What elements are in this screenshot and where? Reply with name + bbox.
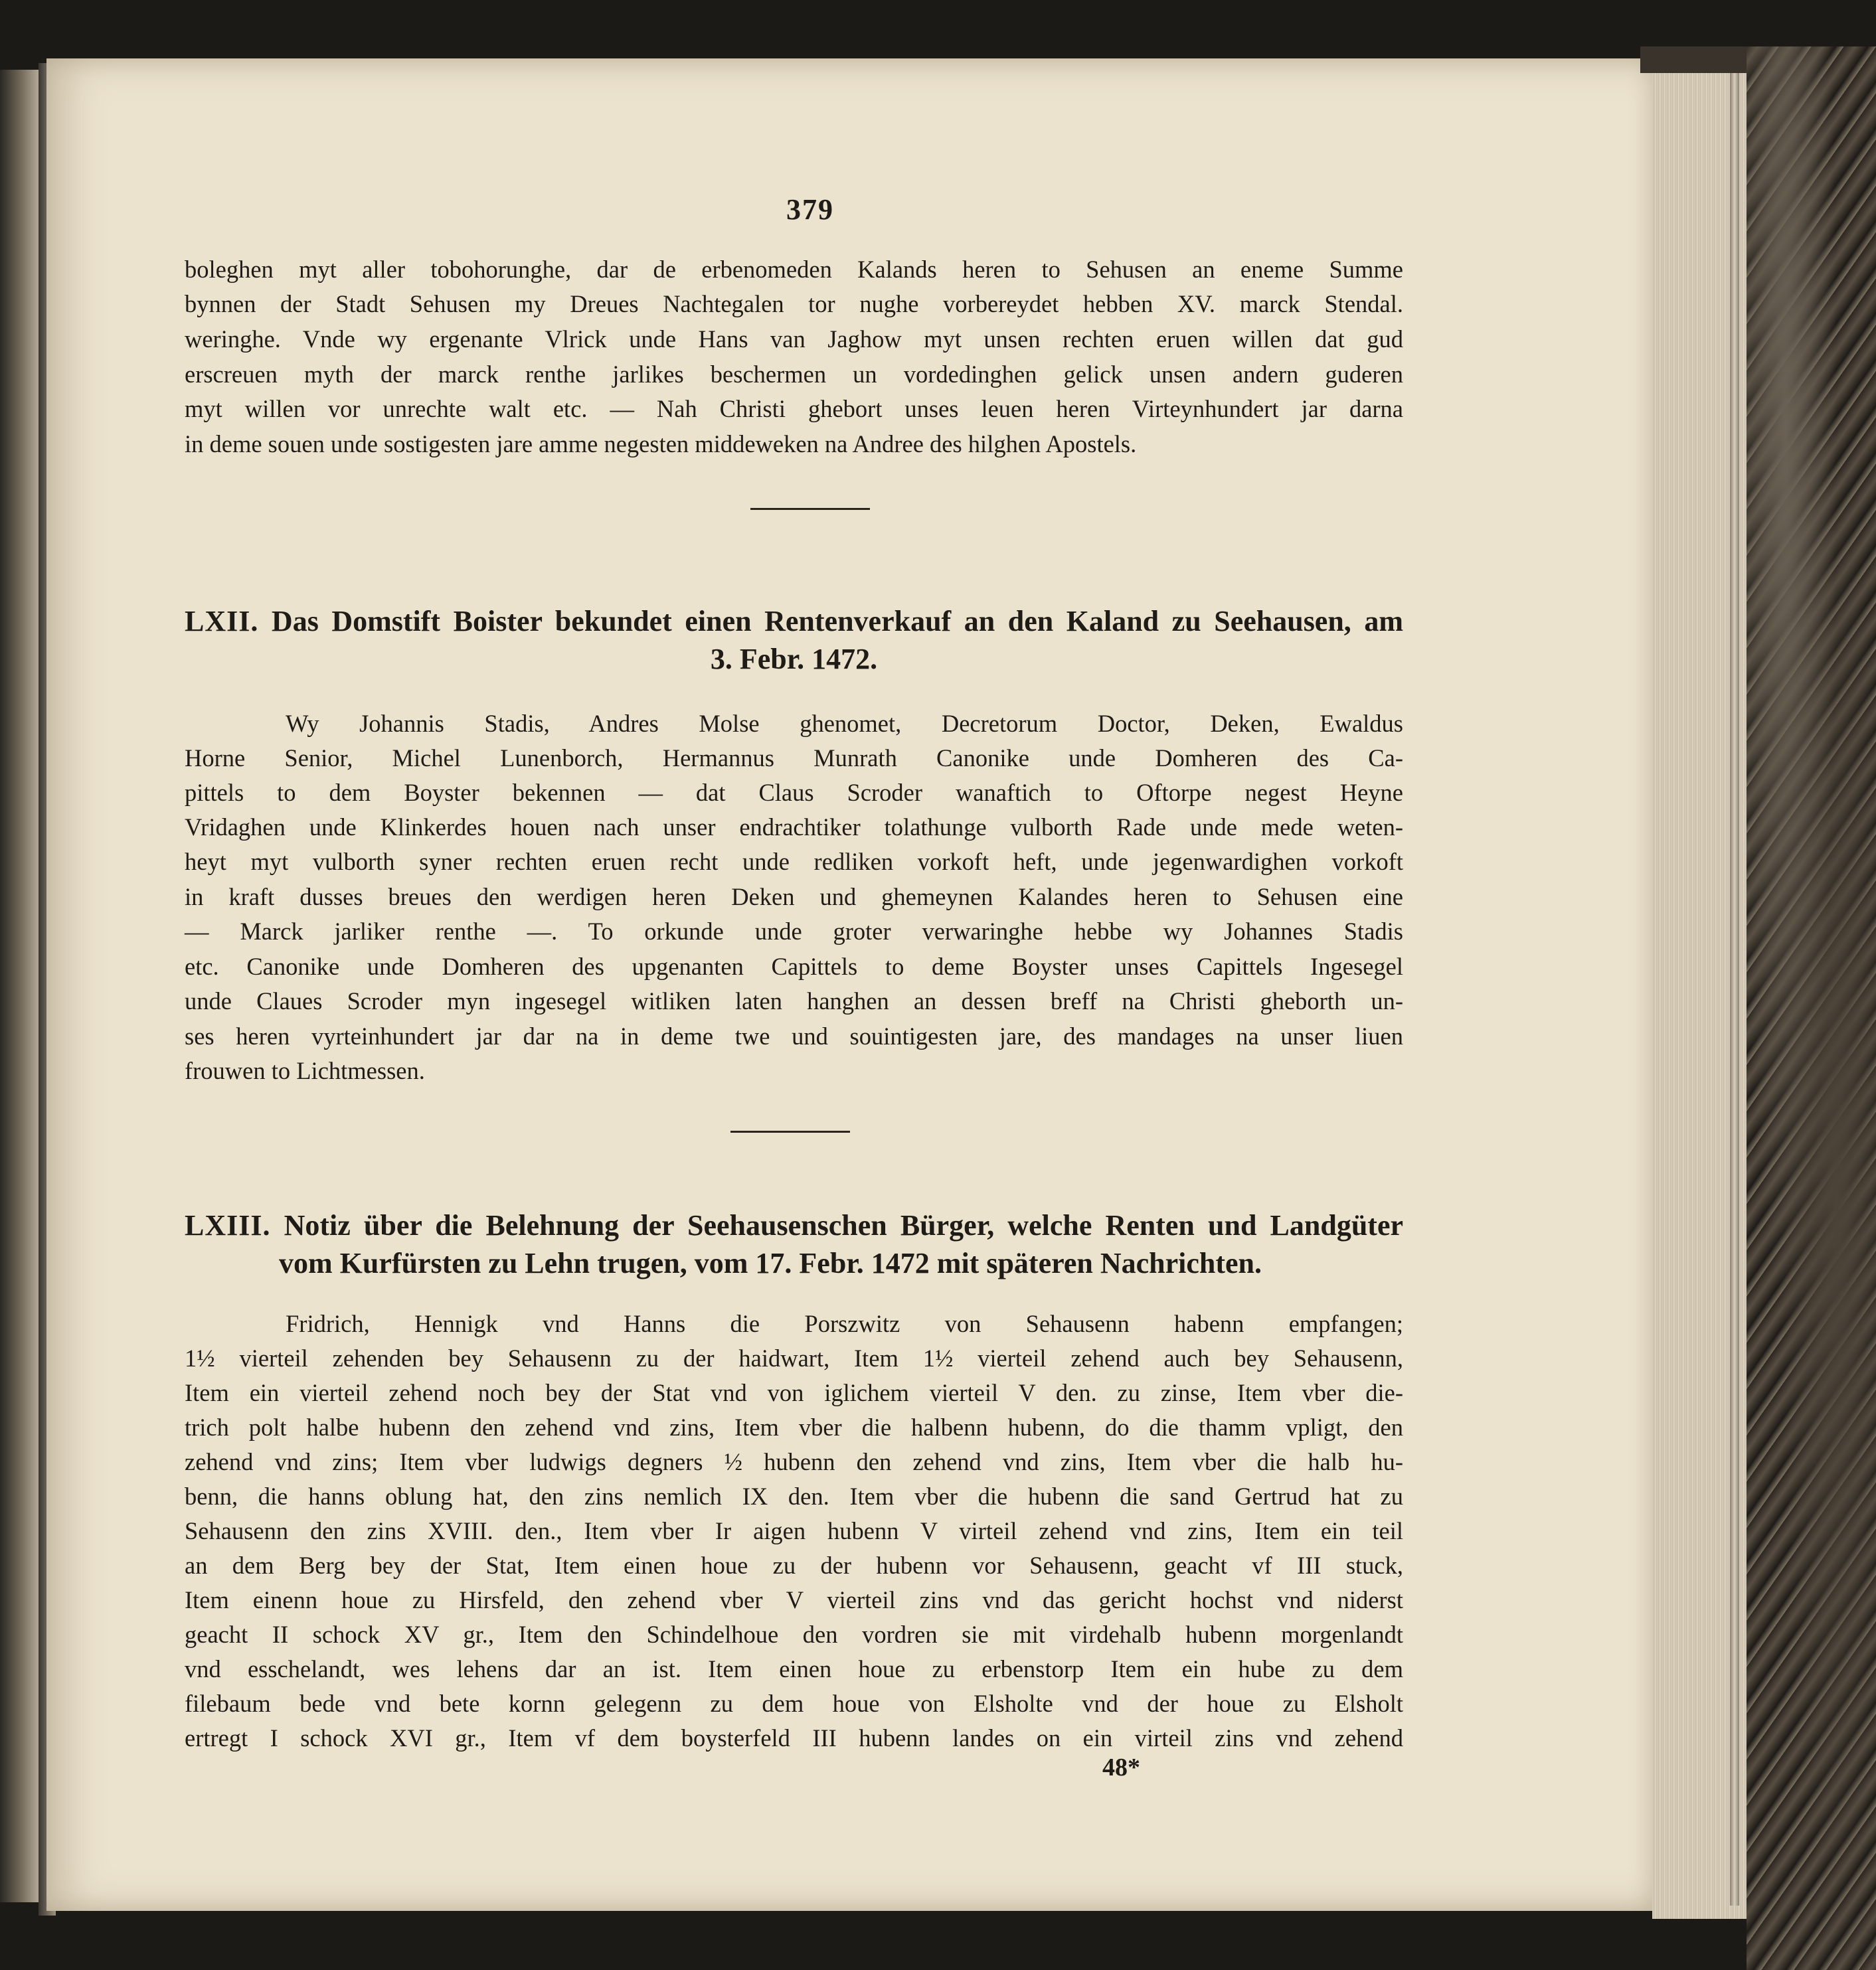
text-line: erscreuen myth der marck renthe jarlikes beschermen un vordedinghen gelick unsen andern guderen — [185, 361, 1403, 388]
text-line: ertregt I schock XVI gr., Item vf dem boysterfeld III hubenn landes on ein virteil zins vnd zehend — [185, 1724, 1403, 1752]
text-line: trich polt halbe hubenn den zehend vnd zins, Item vber die halbenn hubenn, do die thamm vpligt, den — [185, 1414, 1403, 1441]
signature-mark: 48* — [1102, 1754, 1140, 1781]
section-title: Notiz über die Belehnung der Seehausenschen Bürger, welche Renten und Landgüter — [284, 1209, 1404, 1242]
text-line: heyt myt vulborth syner rechten eruen recht unde redliken vorkoft heft, unde jegenwardighen vorkoft — [185, 848, 1403, 875]
text-line: pittels to dem Boyster bekennen — dat Claus Scroder wanaftich to Oftorpe negest Heyne — [185, 779, 1403, 806]
text-line: Item ein vierteil zehend noch bey der Stat vnd von iglichem vierteil V den. zu zinse, Item vber die- — [185, 1379, 1403, 1406]
page-number: 379 — [786, 193, 834, 226]
text-line: boleghen myt aller tobohorunghe, dar de erbenomeden Kalands heren to Sehusen an eneme Summe — [185, 256, 1403, 283]
text-line: Vridaghen unde Klinkerdes houen nach unser endrachtiker tolathunge vulborth Rade unde mede weten- — [185, 813, 1403, 841]
section-divider — [750, 508, 870, 510]
text-line: Wy Johannis Stadis, Andres Molse ghenomet, Decretorum Doctor, Deken, Ewaldus — [286, 710, 1403, 737]
section-title: Das Domstift Boister bekundet einen Rentenverkauf an den Kaland zu Seehausen, am — [271, 605, 1403, 637]
section-heading-line2: 3. Febr. 1472. — [710, 643, 878, 675]
text-line: unde Claues Scroder myn ingesegel witliken laten hanghen an dessen breff na Christi gheborth un- — [185, 987, 1403, 1015]
section-heading-line2: vom Kurfürsten zu Lehn trugen, vom 17. Febr. 1472 mit späteren Nachrichten. — [279, 1247, 1262, 1279]
section-heading — [185, 1205, 1403, 1246]
text-line: myt willen vor unrechte walt etc. — Nah Christi ghebort unses leuen heren Virteynhundert jar darna — [185, 395, 1403, 422]
section-number: LXII. — [185, 605, 259, 637]
section-heading — [185, 601, 1403, 642]
text-line: weringhe. Vnde wy ergenante Vlrick unde Hans van Jaghow myt unsen rechten eruen willen dat gud — [185, 325, 1403, 353]
section-divider — [730, 1131, 850, 1133]
text-line: benn, die hanns oblung hat, den zins nemlich IX den. Item vber die hubenn die sand Gertrud hat zu — [185, 1483, 1403, 1510]
text-line: geacht II schock XV gr., Item den Schindelhoue den vordren sie mit virdehalb hubenn morgenlandt — [185, 1621, 1403, 1648]
text-line: vnd esschelandt, wes lehens dar an ist. Item einen houe zu erbenstorp Item ein hube zu dem — [185, 1655, 1403, 1683]
text-line: 1½ vierteil zehenden bey Sehausenn zu der haidwart, Item 1½ vierteil zehend auch bey Sehausenn, — [185, 1345, 1403, 1372]
text-line: Item einenn houe zu Hirsfeld, den zehend vber V vierteil zins vnd das gericht hochst vnd niderst — [185, 1586, 1403, 1613]
text-line: zehend vnd zins; Item vber ludwigs degners ½ hubenn den zehend vnd zins, Item vber die halb hu- — [185, 1448, 1403, 1475]
text-line: ses heren vyrteinhundert jar dar na in deme twe und souintigesten jare, des mandages na unser liuen — [185, 1023, 1403, 1050]
section-number: LXIII. — [185, 1209, 271, 1242]
text-line: filebaum bede vnd bete kornn gelegenn zu dem houe von Elsholte vnd der houe zu Elsholt — [185, 1690, 1403, 1717]
text-line: Horne Senior, Michel Lunenborch, Hermannus Munrath Canonike unde Domheren des Ca- — [185, 744, 1403, 772]
text-line: etc. Canonike unde Domheren des upgenanten Capittels to deme Boyster unses Capittels Ingesegel — [185, 953, 1403, 980]
text-line: in deme souen unde sostigesten jare amme negesten middeweken na Andree des hilghen Apostels. — [185, 430, 1137, 457]
text-line: an dem Berg bey der Stat, Item einen houe zu der hubenn vor Sehausenn, geacht vf III stuck, — [185, 1552, 1403, 1579]
text-line: — Marck jarliker renthe —. To orkunde unde groter verwaringhe hebbe wy Johannes Stadis — [185, 918, 1403, 945]
text-line: Sehausenn den zins XVIII. den., Item vber Ir aigen hubenn V virteil zehend vnd zins, Item ein teil — [185, 1517, 1403, 1544]
text-line: Fridrich, Hennigk vnd Hanns die Porszwitz von Sehausenn habenn empfangen; — [286, 1310, 1403, 1337]
text-line: bynnen der Stadt Sehusen my Dreues Nachtegalen tor nughe vorbereydet hebben XV. marck Stendal. — [185, 290, 1403, 317]
text-line: frouwen to Lichtmessen. — [185, 1057, 425, 1084]
text-line: in kraft dusses breues den werdigen heren Deken und ghemeynen Kalandes heren to Sehusen eine — [185, 883, 1403, 910]
